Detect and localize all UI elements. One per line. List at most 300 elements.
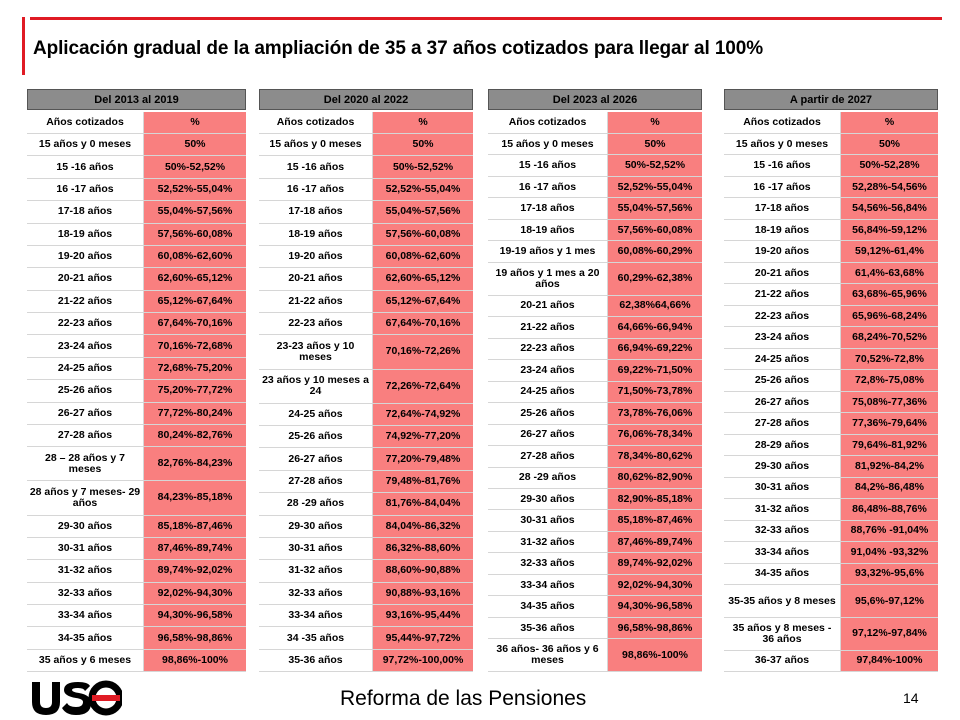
table-row (724, 521, 938, 542)
percent-cell: 97,84%-100% (841, 651, 938, 671)
table-row (259, 201, 473, 223)
panel-heading: Del 2023 al 2026 (488, 89, 702, 110)
column-header-years: Años cotizados (724, 112, 841, 133)
percent-cell: 94,30%-96,58% (608, 596, 702, 616)
panel-heading: Del 2020 al 2022 (259, 89, 473, 110)
percent-cell: 69,22%-71,50% (608, 360, 702, 380)
percent-cell: 80,62%-82,90% (608, 468, 702, 488)
panel-from-2027 (724, 89, 938, 672)
table-row (724, 155, 938, 176)
years-cell: 33-34 años (488, 575, 608, 595)
table-row (724, 542, 938, 563)
years-cell: 17-18 años (27, 201, 144, 222)
table-row (27, 605, 246, 627)
years-cell: 31-32 años (259, 560, 373, 581)
percent-cell: 74,92%-77,20% (373, 426, 473, 447)
years-cell: 22-23 años (488, 339, 608, 359)
years-cell: 15 años y 0 meses (488, 134, 608, 154)
years-cell: 27-28 años (488, 446, 608, 466)
table-row (27, 560, 246, 582)
years-cell: 26-27 años (259, 448, 373, 469)
percent-cell: 88,76% -91,04% (841, 521, 938, 541)
years-cell: 32-33 años (488, 553, 608, 573)
percent-cell: 92,02%-94,30% (608, 575, 702, 595)
years-cell: 29-30 años (724, 456, 841, 476)
percent-cell: 81,76%-84,04% (373, 493, 473, 514)
table-row (259, 156, 473, 178)
table-row (259, 134, 473, 156)
years-cell: 19-20 años (27, 246, 144, 267)
table-row (488, 575, 702, 596)
table-row (724, 392, 938, 413)
years-cell: 36 años- 36 años y 6 meses (488, 639, 608, 671)
table-row (488, 177, 702, 198)
years-cell: 32-33 años (724, 521, 841, 541)
table-row (488, 155, 702, 176)
percent-cell: 62,60%-65,12% (144, 268, 246, 289)
table-row (259, 448, 473, 470)
percent-cell: 87,46%-89,74% (608, 532, 702, 552)
percent-cell: 55,04%-57,56% (373, 201, 473, 222)
years-cell: 35 años y 8 meses - 36 años (724, 618, 841, 650)
years-cell: 19-19 años y 1 mes (488, 241, 608, 261)
years-cell: 30-31 años (488, 510, 608, 530)
years-cell: 24-25 años (488, 382, 608, 402)
table-row (724, 585, 938, 618)
column-header-percent: % (608, 112, 702, 133)
uso-logo (30, 680, 122, 716)
panel-2020-2022 (259, 89, 473, 672)
table-row (724, 435, 938, 456)
table-row (724, 478, 938, 499)
years-cell: 21-22 años (259, 291, 373, 312)
percent-cell: 50%-52,52% (608, 155, 702, 175)
table-row (259, 605, 473, 627)
years-cell: 33-34 años (259, 605, 373, 626)
percent-cell: 70,16%-72,68% (144, 335, 246, 356)
years-cell: 30-31 años (724, 478, 841, 498)
table-row (259, 268, 473, 290)
table-row (724, 651, 938, 672)
years-cell: 17-18 años (488, 198, 608, 218)
years-cell: 31-32 años (27, 560, 144, 581)
percent-cell: 70,16%-72,26% (373, 335, 473, 368)
years-cell: 16 -17 años (259, 179, 373, 200)
years-cell: 31-32 años (488, 532, 608, 552)
table-row (488, 263, 702, 296)
percent-cell: 57,56%-60,08% (144, 224, 246, 245)
table-row (488, 198, 702, 219)
percent-cell: 85,18%-87,46% (608, 510, 702, 530)
page-number: 14 (903, 690, 919, 706)
years-cell: 29-30 años (27, 516, 144, 537)
years-cell: 25-26 años (488, 403, 608, 423)
percent-cell: 50% (144, 134, 246, 155)
years-cell: 30-31 años (259, 538, 373, 559)
table-row (724, 618, 938, 651)
percent-cell: 94,30%-96,58% (144, 605, 246, 626)
percent-cell: 57,56%-60,08% (373, 224, 473, 245)
years-cell: 15 años y 0 meses (27, 134, 144, 155)
panel-2013-2019 (27, 89, 246, 672)
column-header-years: Años cotizados (488, 112, 608, 133)
table-row (488, 489, 702, 510)
table-row (724, 220, 938, 241)
percent-cell: 93,32%-95,6% (841, 564, 938, 584)
years-cell: 34 -35 años (259, 627, 373, 648)
years-cell: 16 -17 años (724, 177, 841, 197)
years-cell: 20-21 años (27, 268, 144, 289)
percent-cell: 82,90%-85,18% (608, 489, 702, 509)
table-header-row (27, 112, 246, 134)
years-cell: 24-25 años (259, 404, 373, 425)
years-cell: 28 – 28 años y 7 meses (27, 447, 144, 480)
years-cell: 34-35 años (724, 564, 841, 584)
table-row (488, 553, 702, 574)
table-row (259, 583, 473, 605)
percent-cell: 72,68%-75,20% (144, 358, 246, 379)
years-cell: 27-28 años (259, 471, 373, 492)
percent-cell: 96,58%-98,86% (144, 627, 246, 648)
years-cell: 25-26 años (27, 380, 144, 401)
percent-cell: 55,04%-57,56% (608, 198, 702, 218)
percent-cell: 64,66%-66,94% (608, 317, 702, 337)
percent-cell: 65,12%-67,64% (373, 291, 473, 312)
table-row (724, 177, 938, 198)
percent-cell: 61,4%-63,68% (841, 263, 938, 283)
percent-cell: 84,23%-85,18% (144, 481, 246, 514)
percent-cell: 89,74%-92,02% (144, 560, 246, 581)
table-row (259, 538, 473, 560)
years-cell: 29-30 años (488, 489, 608, 509)
table-row (27, 179, 246, 201)
table-row (259, 313, 473, 335)
table-row (27, 627, 246, 649)
table-row (724, 370, 938, 391)
table-header-row (488, 112, 702, 134)
years-cell: 25-26 años (724, 370, 841, 390)
percent-cell: 78,34%-80,62% (608, 446, 702, 466)
table-row (27, 291, 246, 313)
table-row (724, 306, 938, 327)
table-row (27, 403, 246, 425)
percent-cell: 62,60%-65,12% (373, 268, 473, 289)
percent-cell: 67,64%-70,16% (373, 313, 473, 334)
table-row (259, 650, 473, 672)
table-row (488, 360, 702, 381)
years-cell: 30-31 años (27, 538, 144, 559)
percent-cell: 95,6%-97,12% (841, 585, 938, 617)
years-cell: 28 años y 7 meses- 29 años (27, 481, 144, 514)
table-row (724, 413, 938, 434)
percent-cell: 50% (608, 134, 702, 154)
years-cell: 23-23 años y 10 meses (259, 335, 373, 368)
years-cell: 18-19 años (724, 220, 841, 240)
column-header-years: Años cotizados (27, 112, 144, 133)
years-cell: 35 años y 6 meses (27, 650, 144, 671)
percent-cell: 97,12%-97,84% (841, 618, 938, 650)
years-cell: 34-35 años (488, 596, 608, 616)
table-row (259, 560, 473, 582)
table-header-row (259, 112, 473, 134)
percent-cell: 98,86%-100% (608, 639, 702, 671)
percent-cell: 63,68%-65,96% (841, 284, 938, 304)
percent-cell: 72,64%-74,92% (373, 404, 473, 425)
panel-heading: A partir de 2027 (724, 89, 938, 110)
table-row (724, 134, 938, 155)
years-cell: 15 años y 0 meses (724, 134, 841, 154)
table-row (488, 596, 702, 617)
percent-cell: 77,36%-79,64% (841, 413, 938, 433)
table-row (259, 224, 473, 246)
years-cell: 22-23 años (259, 313, 373, 334)
table-row (27, 134, 246, 156)
percent-cell: 79,64%-81,92% (841, 435, 938, 455)
table-row (488, 220, 702, 241)
years-cell: 31-32 años (724, 499, 841, 519)
table-row (724, 349, 938, 370)
years-cell: 16 -17 años (488, 177, 608, 197)
years-cell: 24-25 años (27, 358, 144, 379)
percent-cell: 71,50%-73,78% (608, 382, 702, 402)
percent-cell: 52,52%-55,04% (373, 179, 473, 200)
percent-cell: 90,88%-93,16% (373, 583, 473, 604)
table-row (27, 268, 246, 290)
table-row (488, 317, 702, 338)
table-row (724, 284, 938, 305)
table-row (724, 263, 938, 284)
years-cell: 19-20 años (259, 246, 373, 267)
table-row (724, 564, 938, 585)
column-header-percent: % (144, 112, 246, 133)
years-cell: 20-21 años (488, 296, 608, 316)
left-accent-bar (22, 17, 25, 75)
panel-2023-2026 (488, 89, 702, 672)
percent-cell: 50% (841, 134, 938, 154)
percent-cell: 87,46%-89,74% (144, 538, 246, 559)
table-row (488, 403, 702, 424)
table-row (27, 583, 246, 605)
years-cell: 23-24 años (27, 335, 144, 356)
percent-cell: 79,48%-81,76% (373, 471, 473, 492)
table-row (27, 156, 246, 178)
percent-cell: 52,28%-54,56% (841, 177, 938, 197)
years-cell: 15 -16 años (488, 155, 608, 175)
percent-cell: 73,78%-76,06% (608, 403, 702, 423)
table-row (488, 296, 702, 317)
years-cell: 26-27 años (488, 425, 608, 445)
percent-cell: 66,94%-69,22% (608, 339, 702, 359)
years-cell: 16 -17 años (27, 179, 144, 200)
years-cell: 29-30 años (259, 516, 373, 537)
years-cell: 15 años y 0 meses (259, 134, 373, 155)
years-cell: 23-24 años (488, 360, 608, 380)
table-row (259, 493, 473, 515)
percent-cell: 80,24%-82,76% (144, 425, 246, 446)
table-row (488, 618, 702, 639)
percent-cell: 60,08%-60,29% (608, 241, 702, 261)
percent-cell: 65,12%-67,64% (144, 291, 246, 312)
years-cell: 33-34 años (27, 605, 144, 626)
years-cell: 33-34 años (724, 542, 841, 562)
percent-cell: 70,52%-72,8% (841, 349, 938, 369)
percent-cell: 62,38%64,66% (608, 296, 702, 316)
table-row (488, 241, 702, 262)
column-header-percent: % (841, 112, 938, 133)
column-header-years: Años cotizados (259, 112, 373, 133)
table-row (27, 447, 246, 481)
percent-cell: 86,32%-88,60% (373, 538, 473, 559)
years-cell: 18-19 años (488, 220, 608, 240)
percent-cell: 60,08%-62,60% (144, 246, 246, 267)
table-row (488, 532, 702, 553)
table-row (488, 425, 702, 446)
years-cell: 27-28 años (27, 425, 144, 446)
page-title: Aplicación gradual de la ampliación de 35 a 37 años cotizados para llegar al 100% (33, 38, 764, 59)
years-cell: 26-27 años (27, 403, 144, 424)
percent-cell: 92,02%-94,30% (144, 583, 246, 604)
percent-cell: 57,56%-60,08% (608, 220, 702, 240)
table-row (27, 650, 246, 672)
years-cell: 27-28 años (724, 413, 841, 433)
percent-cell: 50%-52,52% (373, 156, 473, 177)
table-row (27, 481, 246, 515)
percent-cell: 81,92%-84,2% (841, 456, 938, 476)
years-cell: 22-23 años (724, 306, 841, 326)
years-cell: 21-22 años (488, 317, 608, 337)
years-cell: 26-27 años (724, 392, 841, 412)
table-row (27, 201, 246, 223)
years-cell: 18-19 años (259, 224, 373, 245)
percent-cell: 93,16%-95,44% (373, 605, 473, 626)
table-row (724, 499, 938, 520)
percent-cell: 95,44%-97,72% (373, 627, 473, 648)
percent-cell: 50% (373, 134, 473, 155)
table-row (724, 456, 938, 477)
years-cell: 15 -16 años (27, 156, 144, 177)
table-row (724, 241, 938, 262)
table-row (724, 198, 938, 219)
years-cell: 19 años y 1 mes a 20 años (488, 263, 608, 295)
table-row (27, 425, 246, 447)
top-accent-bar (30, 17, 942, 20)
years-cell: 23 años y 10 meses a 24 (259, 370, 373, 403)
years-cell: 22-23 años (27, 313, 144, 334)
table-row (488, 510, 702, 531)
percent-cell: 75,20%-77,72% (144, 380, 246, 401)
years-cell: 15 -16 años (259, 156, 373, 177)
years-cell: 20-21 años (259, 268, 373, 289)
years-cell: 25-26 años (259, 426, 373, 447)
years-cell: 28 -29 años (488, 468, 608, 488)
table-row (27, 224, 246, 246)
table-row (259, 404, 473, 426)
years-cell: 34-35 años (27, 627, 144, 648)
table-row (488, 382, 702, 403)
footer-title: Reforma de las Pensiones (340, 687, 587, 710)
percent-cell: 60,29%-62,38% (608, 263, 702, 295)
table-row (259, 179, 473, 201)
years-cell: 21-22 años (724, 284, 841, 304)
table-row (259, 627, 473, 649)
percent-cell: 89,74%-92,02% (608, 553, 702, 573)
percent-cell: 84,2%-86,48% (841, 478, 938, 498)
percent-cell: 50%-52,52% (144, 156, 246, 177)
table-row (27, 335, 246, 357)
percent-cell: 86,48%-88,76% (841, 499, 938, 519)
percent-cell: 72,8%-75,08% (841, 370, 938, 390)
table-row (488, 446, 702, 467)
percent-cell: 84,04%-86,32% (373, 516, 473, 537)
table-row (27, 313, 246, 335)
table-row (488, 339, 702, 360)
years-cell: 23-24 años (724, 327, 841, 347)
years-cell: 35-36 años (259, 650, 373, 671)
panel-heading: Del 2013 al 2019 (27, 89, 246, 110)
years-cell: 28-29 años (724, 435, 841, 455)
percent-cell: 82,76%-84,23% (144, 447, 246, 480)
column-header-percent: % (373, 112, 473, 133)
percent-cell: 68,24%-70,52% (841, 327, 938, 347)
years-cell: 35-35 años y 8 meses (724, 585, 841, 617)
table-row (27, 358, 246, 380)
percent-cell: 55,04%-57,56% (144, 201, 246, 222)
percent-cell: 75,08%-77,36% (841, 392, 938, 412)
table-row (259, 246, 473, 268)
percent-cell: 77,20%-79,48% (373, 448, 473, 469)
table-row (259, 426, 473, 448)
percent-cell: 56,84%-59,12% (841, 220, 938, 240)
years-cell: 32-33 años (259, 583, 373, 604)
years-cell: 19-20 años (724, 241, 841, 261)
percent-cell: 97,72%-100,00% (373, 650, 473, 671)
years-cell: 17-18 años (724, 198, 841, 218)
percent-cell: 98,86%-100% (144, 650, 246, 671)
years-cell: 20-21 años (724, 263, 841, 283)
years-cell: 24-25 años (724, 349, 841, 369)
percent-cell: 52,52%-55,04% (608, 177, 702, 197)
percent-cell: 96,58%-98,86% (608, 618, 702, 638)
years-cell: 18-19 años (27, 224, 144, 245)
years-cell: 17-18 años (259, 201, 373, 222)
percent-cell: 52,52%-55,04% (144, 179, 246, 200)
table-row (27, 246, 246, 268)
table-row (488, 134, 702, 155)
percent-cell: 59,12%-61,4% (841, 241, 938, 261)
percent-cell: 54,56%-56,84% (841, 198, 938, 218)
percent-cell: 77,72%-80,24% (144, 403, 246, 424)
table-header-row (724, 112, 938, 134)
table-row (27, 538, 246, 560)
table-row (259, 335, 473, 369)
table-row (27, 516, 246, 538)
table-row (488, 639, 702, 672)
percent-cell: 65,96%-68,24% (841, 306, 938, 326)
table-row (27, 380, 246, 402)
percent-cell: 76,06%-78,34% (608, 425, 702, 445)
years-cell: 32-33 años (27, 583, 144, 604)
percent-cell: 91,04% -93,32% (841, 542, 938, 562)
table-row (488, 468, 702, 489)
table-row (259, 291, 473, 313)
years-cell: 35-36 años (488, 618, 608, 638)
years-cell: 15 -16 años (724, 155, 841, 175)
table-row (259, 471, 473, 493)
table-row (259, 370, 473, 404)
percent-cell: 67,64%-70,16% (144, 313, 246, 334)
percent-cell: 60,08%-62,60% (373, 246, 473, 267)
percent-cell: 88,60%-90,88% (373, 560, 473, 581)
